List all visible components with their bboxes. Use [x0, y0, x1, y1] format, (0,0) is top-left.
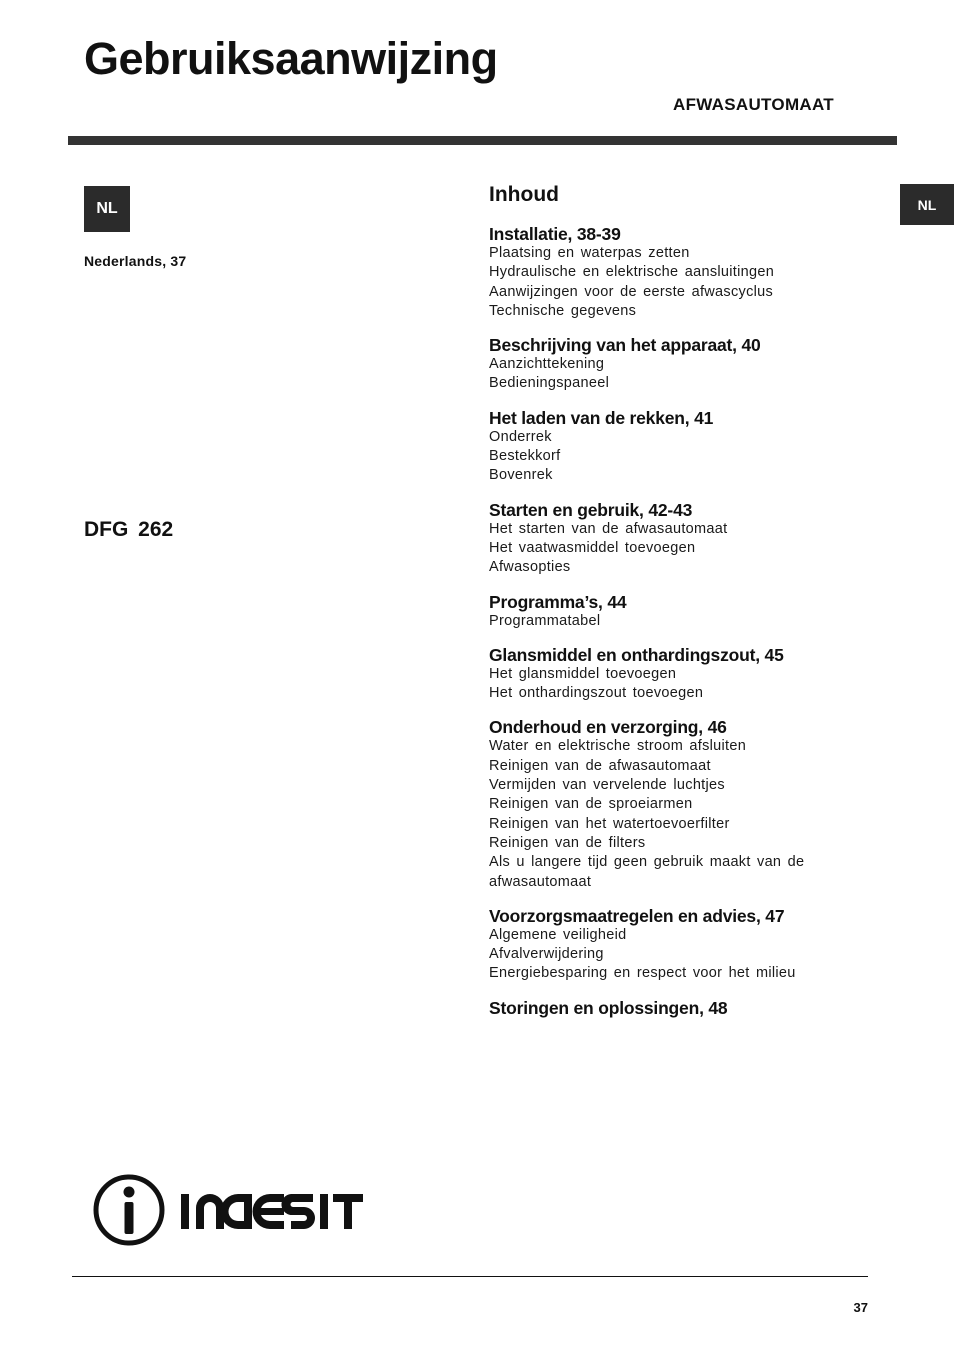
- header-divider: [68, 136, 897, 145]
- toc-section-title: Programma’s, 44: [489, 591, 627, 612]
- toc-section-title: Onderhoud en verzorging, 46: [489, 717, 727, 738]
- indesit-logo: [92, 1172, 367, 1253]
- toc-section: [489, 645, 889, 704]
- toc-section-title: Voorzorgsmaatregelen en advies, 47: [489, 905, 785, 926]
- toc-section: [489, 408, 889, 486]
- toc-section-title: Het laden van de rekken, 41: [489, 407, 714, 428]
- toc-section-title: Beschrijving van het apparaat, 40: [489, 335, 761, 356]
- language-caption: Nederlands, 37: [84, 253, 187, 269]
- toc-section: [489, 906, 889, 984]
- toc-section-item: Reinigen van de sproeiarmen: [489, 796, 693, 813]
- toc-heading: Inhoud: [489, 183, 559, 206]
- toc-section-item: Het onthardingszout toevoegen: [489, 685, 704, 702]
- product-type: AFWASAUTOMAAT: [673, 95, 834, 114]
- toc-section-item: Aanzichttekening: [489, 356, 605, 373]
- toc-section-item: Vermijden van vervelende luchtjes: [489, 777, 725, 794]
- page-number: 37: [853, 1300, 868, 1315]
- toc-section-item: Het vaatwasmiddel toevoegen: [489, 539, 696, 556]
- indesit-logo-icon: [92, 1172, 367, 1248]
- toc-section-item: Bovenrek: [489, 467, 553, 484]
- toc-section-title: Glansmiddel en onthardingszout, 45: [489, 644, 784, 665]
- toc-section-item: Afwasopties: [489, 559, 571, 576]
- toc-section-item: Aanwijzingen voor de eerste afwascyclus: [489, 283, 774, 300]
- toc-section-item: Programmatabel: [489, 612, 601, 629]
- toc-section-item: Als u langere tijd geen gebruik maakt van de afwasautomaat: [489, 854, 805, 890]
- toc-section-item: Water en elektrische stroom afsluiten: [489, 738, 747, 755]
- toc-section-item: Het starten van de afwasautomaat: [489, 520, 728, 537]
- toc-section-title: Starten en gebruik, 42-43: [489, 499, 693, 520]
- toc-section-item: Bedieningspaneel: [489, 375, 610, 392]
- toc-section-item: Bestekkorf: [489, 448, 561, 465]
- toc-section-item: Reinigen van de filters: [489, 834, 646, 851]
- toc-section: [489, 717, 889, 891]
- toc-section: [489, 335, 889, 394]
- toc-section-title: Storingen en oplossingen, 48: [489, 997, 728, 1018]
- toc-section-item: Hydraulische en elektrische aansluitingen: [489, 264, 775, 281]
- toc-section: [489, 224, 889, 321]
- toc-section: [489, 592, 889, 631]
- toc-sections: [489, 224, 889, 1018]
- toc-section-item: Technische gegevens: [489, 302, 637, 319]
- toc-section: [489, 500, 889, 578]
- model-number: DFG 262: [84, 518, 174, 541]
- toc-section-item: Reinigen van de afwasautomaat: [489, 757, 711, 774]
- toc-section-item: Energiebesparing en respect voor het milieu: [489, 965, 796, 982]
- toc-section-item: Afvalverwijdering: [489, 946, 604, 963]
- document-title: Gebruiksaanwijzing: [84, 33, 498, 84]
- toc-section-item: Algemene veiligheid: [489, 926, 627, 943]
- footer-divider: [72, 1276, 868, 1277]
- toc-section-item: Onderrek: [489, 428, 552, 445]
- language-side-tab: NL: [900, 184, 954, 225]
- toc-section: [489, 998, 889, 1018]
- toc-section-item: Het glansmiddel toevoegen: [489, 665, 677, 682]
- toc-section-title: Installatie, 38-39: [489, 224, 621, 244]
- language-badge: NL: [84, 186, 130, 232]
- table-of-contents: [489, 182, 889, 1032]
- toc-section-item: Plaatsing en waterpas zetten: [489, 245, 690, 261]
- toc-section-item: Reinigen van het watertoevoerfilter: [489, 815, 730, 832]
